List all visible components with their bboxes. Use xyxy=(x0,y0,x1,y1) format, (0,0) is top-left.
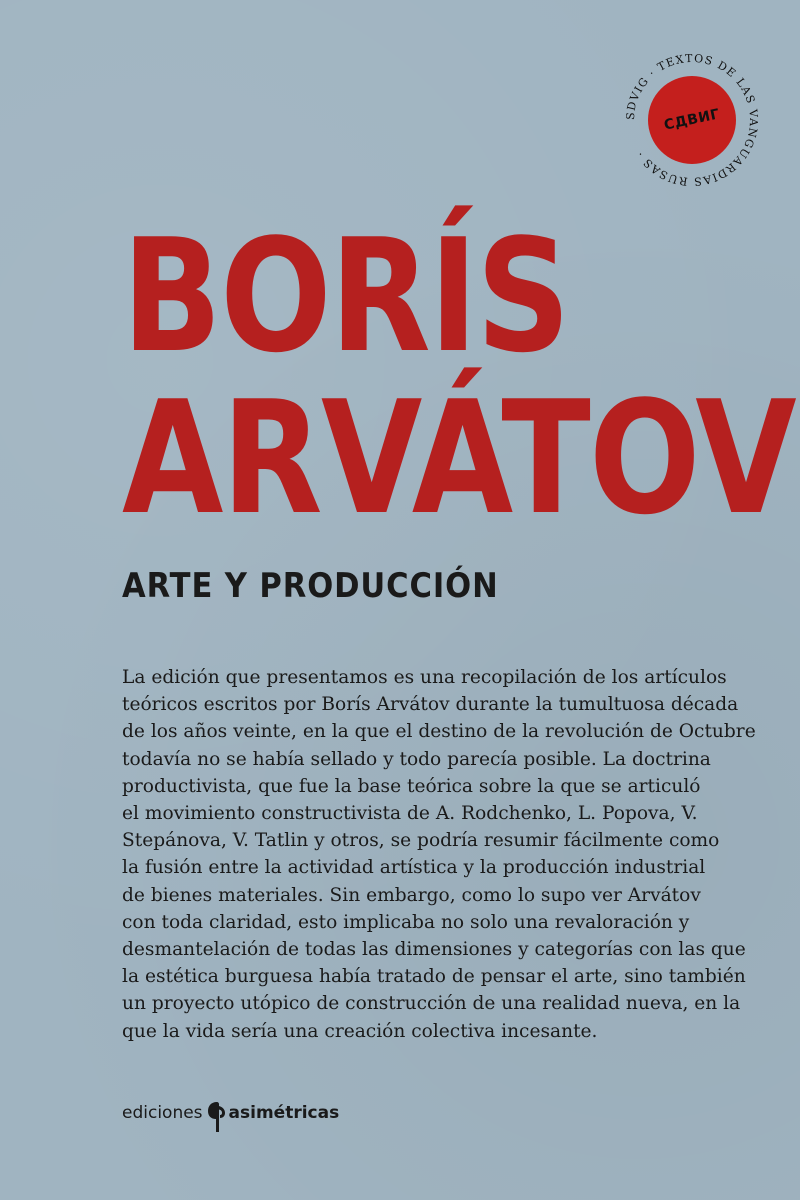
blurb-line: teóricos escritos por Borís Arvátov durante la tumultuosa década xyxy=(122,694,739,716)
blurb-line: productivista, que fue la base teórica sobre la que se articuló xyxy=(122,775,701,797)
blurb-line: de los años veinte, en la que el destino de la revolución de Octubre xyxy=(122,721,756,743)
author-last-name: ARVÁTOV xyxy=(122,367,796,549)
blurb-line: con toda claridad, esto implicaba no solo una revaloración y xyxy=(122,911,690,933)
author-first-name: BORÍS xyxy=(122,205,569,387)
publisher-logo-icon xyxy=(207,1100,227,1134)
blurb-line: todavía no se había sellado y todo parecía posible. La doctrina xyxy=(122,748,711,770)
blurb-line: un proyecto utópico de construcción de una realidad nueva, en la xyxy=(122,993,741,1015)
blurb-line: desmantelación de todas las dimensiones y categorías con las que xyxy=(122,939,746,961)
seal-center-text: СДВИГ xyxy=(662,106,722,134)
blurb-line: la estética burguesa había tratado de pensar el arte, sino también xyxy=(122,966,746,988)
publisher-name-part2: asimétricas xyxy=(228,1103,340,1123)
blurb-line: La edición que presentamos es una recopilación de los artículos xyxy=(122,667,727,688)
series-seal xyxy=(612,40,772,200)
publisher-imprint xyxy=(122,1092,339,1134)
blurb-line: que la vida sería una creación colectiva incesante. xyxy=(122,1020,598,1042)
blurb-line: la fusión entre la actividad artística y la producción industrial xyxy=(122,857,706,879)
blurb-line: el movimiento constructivista de A. Rodchenko, L. Popova, V. xyxy=(122,803,698,825)
seal-ring-text: SDVIG · TEXTOS DE LAS VANGUARDIAS RUSAS · xyxy=(623,51,761,189)
publisher-name-part1: ediciones xyxy=(122,1103,203,1123)
back-cover-blurb xyxy=(122,664,756,1045)
blurb-line: Stepánova, V. Tatlin y otros, se podría resumir fácilmente como xyxy=(122,830,720,852)
book-title: ARTE Y PRODUCCIÓN xyxy=(122,566,499,606)
blurb-line: de bienes materiales. Sin embargo, como lo supo ver Arvátov xyxy=(122,884,701,906)
